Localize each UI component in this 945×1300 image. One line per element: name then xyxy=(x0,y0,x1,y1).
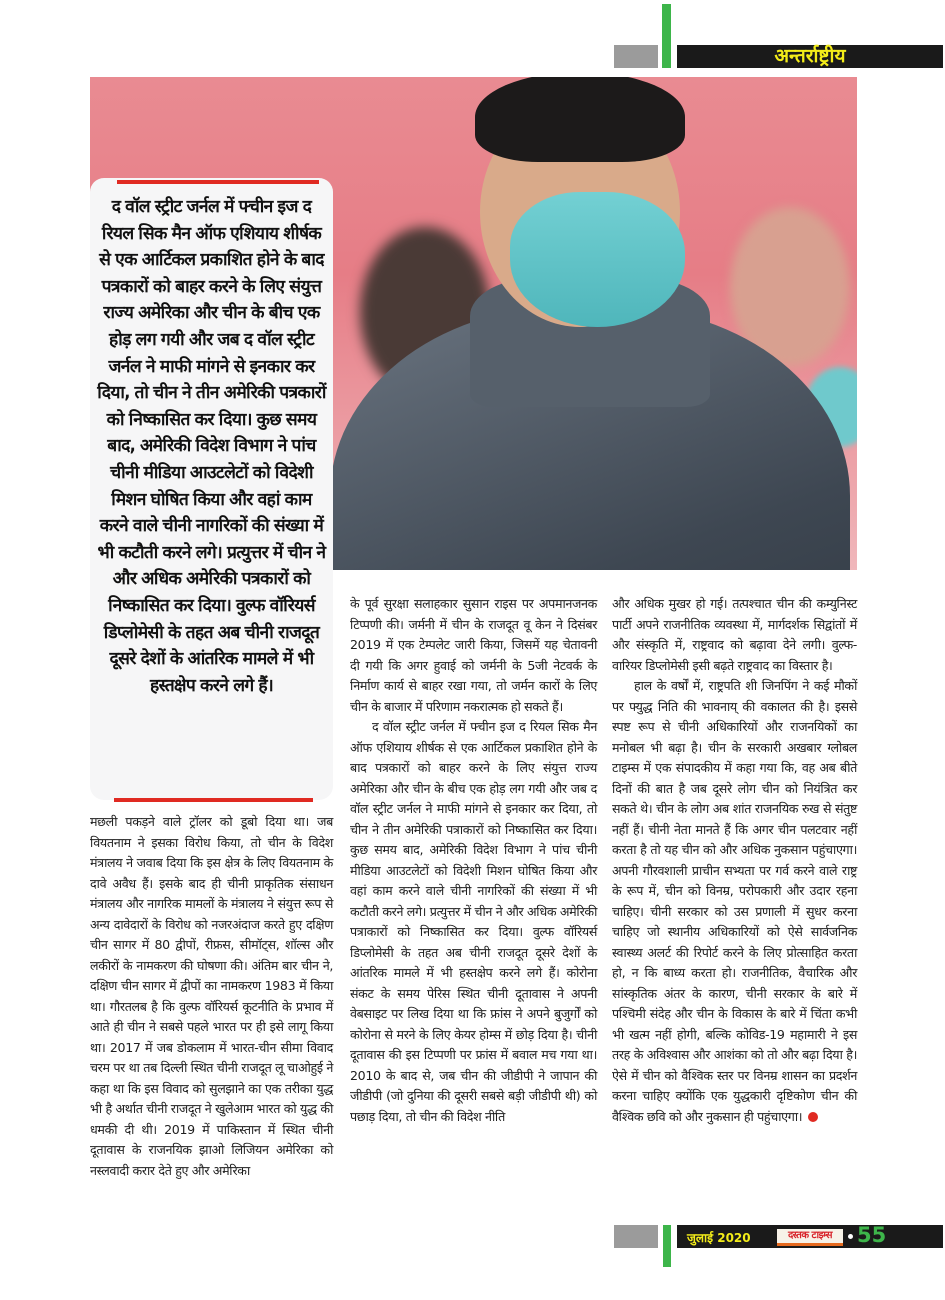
footer-bar xyxy=(677,1225,943,1248)
end-mark-icon xyxy=(808,1112,818,1122)
section-header-bar xyxy=(677,45,943,68)
column-1 xyxy=(90,812,333,1181)
pull-quote-bottom-rule xyxy=(114,798,313,802)
footer-green-bar xyxy=(663,1225,671,1267)
pull-quote-top-rule xyxy=(117,180,319,184)
header-green-bar xyxy=(662,4,671,68)
paragraph: मछली पकड़ने वाले ट्रॉलर को डूबो दिया था। जब वियतनाम ने इसका विरोध किया, तो चीन के विदेश मंत्रालय ने जवाब दिया कि इस क्षेत्र के लिए वियतनाम के दावे अवैध हैं। इसके बाद ही चीनी प्राकृतिक संसाधन मंत्रालय और नागरिक मामलों के मंत्रालय ने संयुत्त रूप से अन्य दावेदारों के विरोध को नजरअंदाज करते हुए दक्षिण चीन सागर में 80 द्वीपों, रीफ्रस, सीमॉट्स, शॉल्स और लकीरों के नामकरण की घोषणा की। अंतिम बार चीन ने, दक्षिण चीन सागर में द्वीपों का नामकरण 1983 में किया था। गौरतलब है कि वुल्फ वॉरियर्स कूटनीति के प्रभाव में आते ही चीन ने सबसे पहले भारत पर ही इसे लागू किया था। 2017 में जब डोकलाम में भारत-चीन सीमा विवाद चरम पर था तब दिल्ली स्थित चीनी राजदूत लू चाओहुई ने कहा था कि इस विवाद को सुलझाने का एक तरीका युद्ध भी है अर्थात चीनी राजदूत ने खुलेआम भारत को युद्ध की धमकी दी थी। 2019 में पाकिस्तान में स्थित चीनी दूतावास के राजनयिक झाओ लिजियन अमेरिका को नस्लवादी करार देते हुए और अमेरिका xyxy=(90,814,333,1178)
paragraph-text: हाल के वर्षों में, राष्ट्रपति शी जिनपिंग ने कई मौकों पर फ्युद्ध निति की भावनाय् की वकालत की है। इससे स्पष्ट रूप से चीनी अधिकारियों और राजनयिकों का मनोबल भी बढ़ा है। चीन के सरकारी अखबार ग्लोबल टाइम्स में एक संपादकीय में कहा गया कि, वह अब बीते दिनों की बात है जब दूसरे लोग चीन को नियंत्रित कर सकते थे। चीन के लोग अब शांत राजनयिक रुख से संतुष्ट नहीं हैं। चीनी नेता मानते हैं कि अगर चीन पलटवार नहीं करता है तो यह चीन को और अधिक नुकसान पहुंचाएगा। अपनी गौरवशाली प्राचीन सभ्यता पर गर्व करने वाले राष्ट्र के रूप में, चीन को विनम्र, परोपकारी और उदार रहना चाहिए। चीनी सरकार को उस प्रणाली में सुधर करना चाहिए जो स्थानीय अधिकारियों को ऐसे सार्वजनिक स्वास्थ्य अलर्ट की रिपोर्ट करने के लिए प्रोत्साहित करता हो, न कि बाध्य करता हो। राजनीतिक, वैचारिक और सांस्कृतिक अंतर के कारण, चीनी सरकार के बारे में पश्चिमी संदेह और चीन के विकास के बारे में चिंता कभी भी खत्म नहीं होगी, बल्कि कोविड-19 महामारी ने इस तरह के अविश्वास और आशंका को तो और बढ़ा दिया है। ऐसे में चीन को वैश्विक स्तर पर विनम्र शासन का प्रदर्शन करना चाहिए क्योंकि एक युद्धकारी दृष्टिकोण चीन की वैश्विक छवि को और नुकसान ही पहुंचाएगा। xyxy=(612,678,857,1124)
magazine-logo: दस्तक टाइम्स xyxy=(777,1229,843,1246)
pull-quote-text: द वॉल स्ट्रीट जर्नल में फ्चीन इज द रियल सिक मैन ऑफ एशियाय शीर्षक से एक आर्टिकल प्रकाशित होने के बाद पत्रकारों को बाहर करने के लिए संयुत्त राज्य अमेरिका और चीन के बीच एक होड़ लग गयी और जब द वॉल स्ट्रीट जर्नल ने माफी मांगने से इनकार कर दिया, तो चीन ने तीन अमेरिकी पत्रकारों को निष्कासित कर दिया। कुछ समय बाद, अमेरिकी विदेश विभाग ने पांच चीनी मीडिया आउटलेटों को विदेशी मिशन घोषित किया और वहां काम करने वाले चीनी नागरिकों की संख्या में भी कटौती करने लगे। प्रत्युत्तर में चीन ने और अधिक अमेरिकी पत्रकारों को निष्कासित कर दिया। वुल्फ वॉरियर्स डिप्लोमेसी के तहत अब चीनी राजदूत दूसरे देशों के आंतरिक मामले में भी हस्तक्षेप करने लगे हैं। xyxy=(97,197,326,696)
issue-date: जुलाई 2020 xyxy=(687,1231,751,1245)
section-title: अन्तर्राष्ट्रीय xyxy=(774,45,846,67)
footer-gray-block xyxy=(614,1225,658,1248)
face-mask xyxy=(510,192,685,327)
column-3 xyxy=(612,594,857,1127)
column-2 xyxy=(350,594,597,1127)
paragraph-last xyxy=(612,676,857,1127)
paragraph: के पूर्व सुरक्षा सलाहकार सुसान राइस पर अपमानजनक टिप्पणी की। जर्मनी में चीन के राजदूत वू केन ने दिसंबर 2019 में एक टेम्पलेट जारी किया, जिसमें यह चेतावनी दी गयी कि अगर हुवाई को जर्मनी के 5जी नेटवर्क के निर्माण कार्य से बाहर रखा गया, तो जर्मन कारों के लिए चीन के बाजार में परिणाम नकरात्मक हो सकते हैं। xyxy=(350,596,597,714)
bullet-dot-icon xyxy=(848,1234,853,1239)
page-number: 55 xyxy=(857,1223,887,1247)
hair xyxy=(475,77,685,162)
paragraph: और अधिक मुखर हो गई। तत्पश्चात चीन की कम्युनिस्ट पार्टी अपने राजनीतिक व्यवस्था में, मार्गदर्शक सिद्वांतों में और संस्कृति में, राष्ट्रवाद को बढ़ावा देने लगी। वुल्फ-वारियर डिप्लोमेसी इसी बढ़ते राष्ट्रवाद का विस्तार है। xyxy=(612,596,857,673)
paragraph: द वॉल स्ट्रीट जर्नल में फ्चीन इज द रियल सिक मैन ऑफ एशियाय शीर्षक से एक आर्टिकल प्रकाशित होने के बाद पत्रकारों को बाहर करने के लिए संयुत्त राज्य अमेरिका और चीन के बीच एक होड़ लग गयी और जब द वॉल स्ट्रीट जर्नल ने माफी मांगने से इनकार कर दिया, तो चीन ने तीन अमेरिकी पत्राकारों को निष्कासित कर दिया। कुछ समय बाद, अमेरिकी विदेश विभाग ने पांच चीनी मीडिया आउटलेटों को विदेशी मिशन घोषित किया और वहां काम करने वाले चीनी नागरिकों की संख्या में भी कटौती करने लगे। प्रत्युत्तर में चीन ने और अधिक अमेरिकी पत्राकारों को निष्कासित कर दिया। वुल्फ वॉरियर्स डिप्लोमेसी के तहत अब चीनी राजदूत दूसरे देशों के आंतरिक मामले में भी हस्तक्षेप करने लगे हैं। कोरोना संकट के समय पेरिस स्थित चीनी दूतावास ने अपनी वेबसाइट पर लिख दिया था कि फ्रांस ने अपने बुजुर्गों को कोरोना से मरने के लिए केयर होम्स में छोड़ दिया है। चीनी दूतावास की इस टिप्पणी पर फ्रांस में बवाल मच गया था। 2010 के बाद से, जब चीन की जीडीपी ने जापान की जीडीपी (जो दुनिया की दूसरी सबसे बड़ी जीडीपी थी) को पछाड़ दिया, तो चीन की विदेश नीति xyxy=(350,719,597,1124)
pull-quote xyxy=(90,178,333,800)
header-gray-block xyxy=(614,45,658,68)
